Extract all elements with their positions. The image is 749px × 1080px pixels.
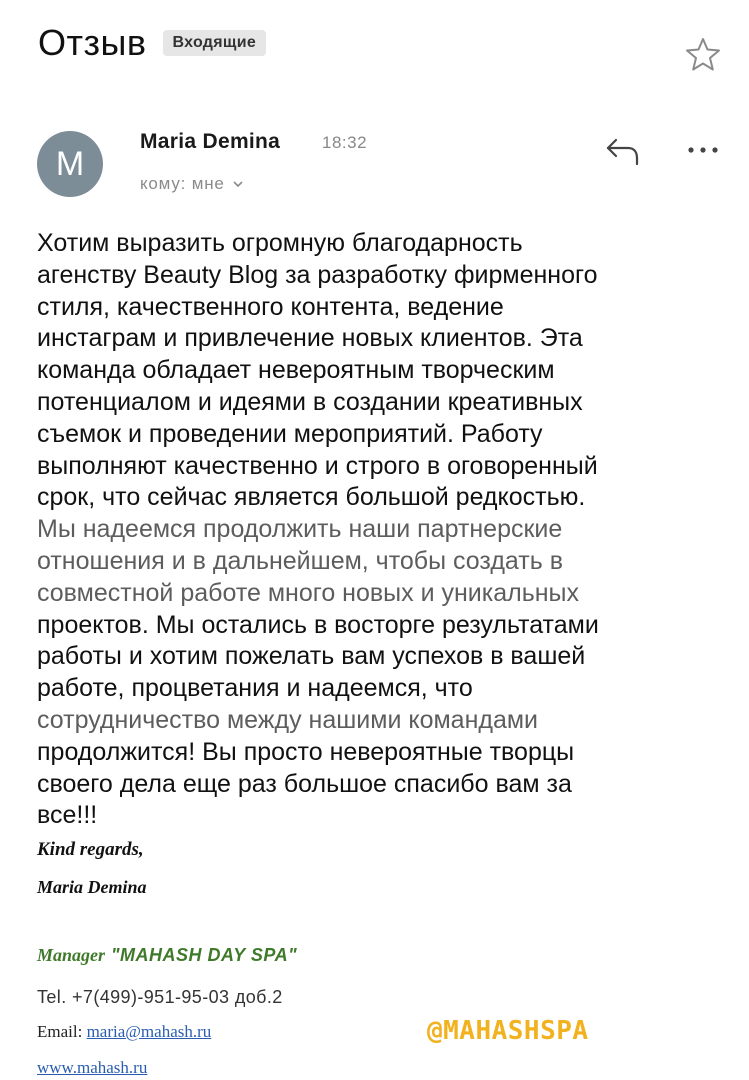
email-label: Email: [37, 1022, 83, 1041]
body-line: все!!! [37, 801, 98, 830]
body-line: сотрудничество между нашими командами [37, 705, 539, 734]
instagram-handle-overlay: @MAHASHSPA [427, 1016, 589, 1046]
message-time: 18:32 [322, 133, 368, 152]
message-body [37, 228, 727, 832]
body-line: Мы надеемся продолжить наши партнерские [37, 515, 563, 544]
recipient-toggle[interactable] [140, 174, 243, 194]
body-line: команда обладает невероятным творческим [37, 356, 555, 385]
company-name: "MAHASH DAY SPA" [111, 945, 298, 965]
signature-role [37, 945, 297, 966]
body-line: стиля, качественного контента, ведение [37, 292, 504, 321]
body-line: работы и хотим пожелать вам успехов в вашей [37, 642, 586, 671]
signature-greeting: Kind regards, [37, 839, 144, 860]
body-line: совместной работе много новых и уникальных [37, 578, 580, 607]
reply-icon[interactable] [604, 136, 642, 168]
body-line: проектов. Мы остались в восторге результатами [37, 610, 599, 639]
email-subject: Отзыв [38, 22, 147, 63]
body-line: продолжится! Вы просто невероятные творцы [37, 737, 575, 766]
subject-row [38, 22, 266, 64]
chevron-down-icon [233, 181, 243, 188]
body-line: работе, процветания и надеемся, что [37, 674, 473, 703]
phone-number[interactable]: Tel. +7(499)-951-95-03 доб.2 [37, 987, 283, 1007]
folder-label-chip[interactable]: Входящие [163, 30, 267, 56]
body-line: срок, что сейчас является большой редкостью. [37, 483, 586, 512]
star-icon[interactable] [684, 36, 722, 72]
body-line: съемок и проведении мероприятий. Работу [37, 419, 543, 448]
body-line: своего дела еще раз большое спасибо вам за [37, 769, 572, 798]
email-row [37, 1022, 211, 1042]
recipient-label: кому: мне [140, 174, 225, 193]
website-link[interactable]: www.mahash.ru [37, 1058, 148, 1077]
body-line: Хотим выразить огромную благодарность [37, 229, 523, 257]
sender-avatar[interactable]: M [37, 131, 103, 197]
body-line: инстаграм и привлечение новых клиентов. Эта [37, 324, 583, 353]
signature-name: Maria Demina [37, 877, 147, 897]
sender-name[interactable]: Maria Demina [140, 130, 281, 153]
body-line: потенциалом и идеями в создании креативных [37, 387, 583, 416]
email-link[interactable]: maria@mahash.ru [86, 1022, 212, 1041]
body-line: выполняют качественно и строго в оговоренный [37, 451, 598, 480]
body-line: отношения и в дальнейшем, чтобы создать в [37, 546, 563, 575]
more-options-icon[interactable] [684, 140, 722, 160]
body-line: агенству Beauty Blog за разработку фирменного [37, 260, 598, 289]
manager-title: Manager [37, 945, 106, 965]
